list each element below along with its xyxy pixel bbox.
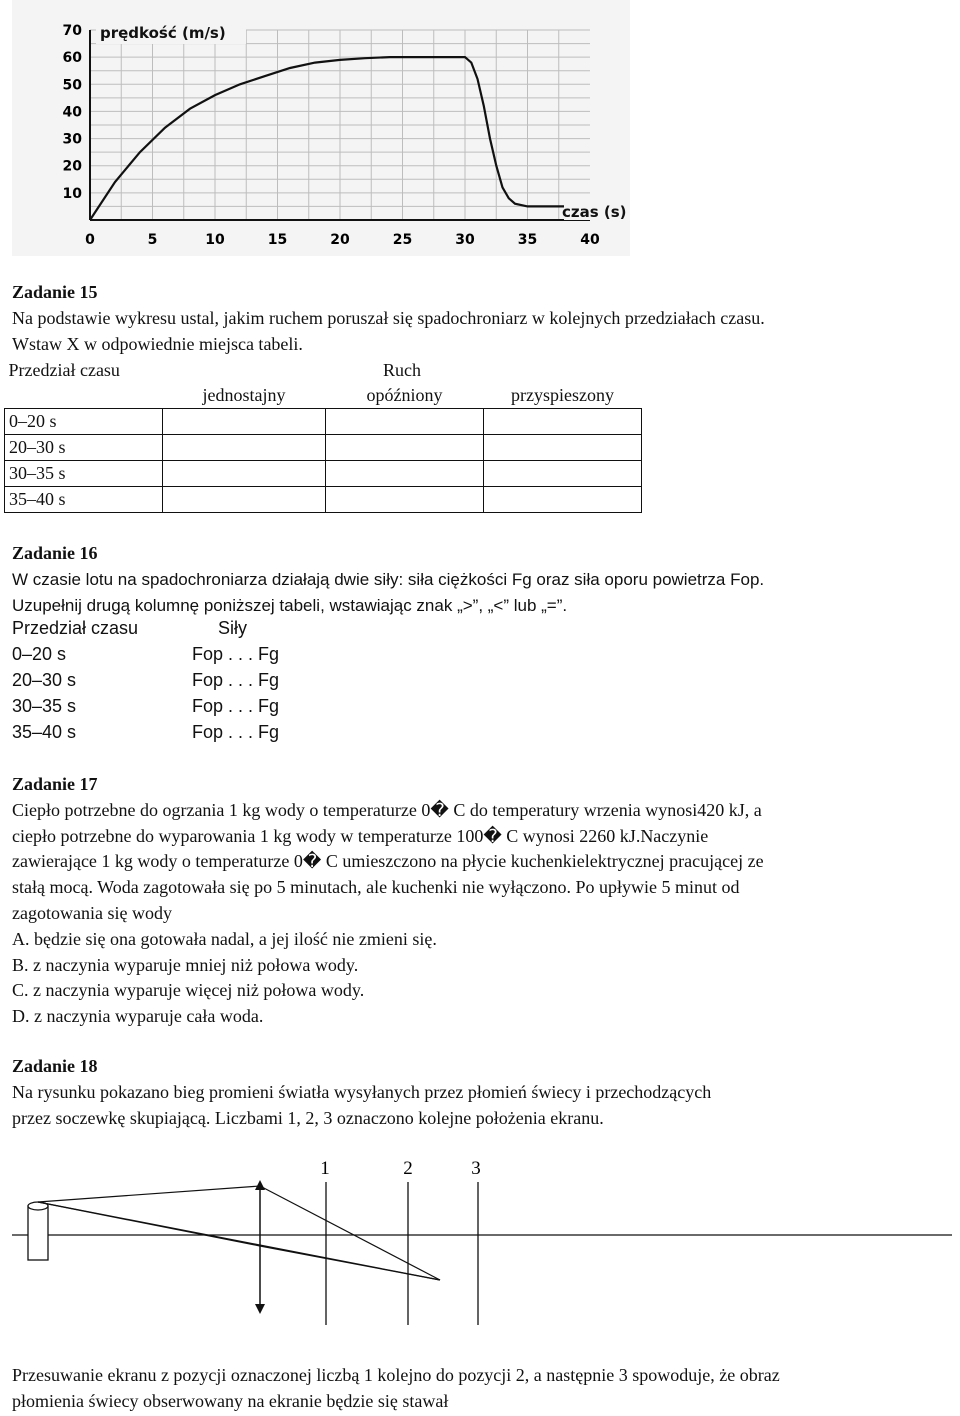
table-row bbox=[5, 435, 642, 461]
col-interval-header: Przedział czasu bbox=[8, 360, 120, 380]
task-17-line2: ciepło potrzebne do wyparowania 1 kg wody w temperaturze 100� C wynosi 2260 kJ.Naczynie bbox=[12, 825, 709, 846]
type-jednostajny: jednostajny bbox=[202, 385, 286, 405]
task-17-text bbox=[12, 772, 952, 1030]
option-a[interactable]: A. będzie się ona gotowała nadal, a jej ilość nie zmieni się. bbox=[12, 928, 437, 949]
table-subheader-row bbox=[5, 383, 642, 409]
task-17-line5: zagotowania się wody bbox=[12, 902, 172, 923]
list-item bbox=[12, 644, 280, 665]
row-forces[interactable]: Fop . . . Fg bbox=[192, 644, 280, 664]
row-interval: 20–30 s bbox=[5, 435, 163, 461]
y-axis-label: prędkość (m/s) bbox=[100, 24, 226, 42]
task-17-title: Zadanie 17 bbox=[12, 774, 98, 794]
screen-position-2: 2 bbox=[403, 1158, 413, 1179]
answer-cell[interactable] bbox=[163, 435, 326, 461]
x-axis-label: czas (s) bbox=[562, 203, 627, 221]
answer-cell[interactable] bbox=[326, 435, 484, 461]
task-15-text bbox=[12, 280, 952, 357]
answer-cell[interactable] bbox=[484, 409, 642, 435]
option-b[interactable]: B. z naczynia wyparuje mniej niż połowa wody. bbox=[12, 954, 359, 975]
y-tick-label: 30 bbox=[62, 131, 82, 148]
task-16-line1: W czasie lotu na spadochroniarza działają dwie siły: siła ciężkości Fg oraz siła oporu powietrza Fop. bbox=[12, 569, 765, 589]
row-interval: 30–35 s bbox=[5, 461, 163, 487]
task-17-line4: stałą mocą. Woda zagotowała się po 5 minutach, ale kuchenki nie wyłączono. Po upływie 5 minut od bbox=[12, 877, 740, 898]
task-16-title: Zadanie 16 bbox=[12, 543, 98, 563]
screen-position-3: 3 bbox=[471, 1158, 481, 1179]
table-row bbox=[5, 409, 642, 435]
answer-cell[interactable] bbox=[163, 487, 326, 513]
answer-cell[interactable] bbox=[163, 461, 326, 487]
option-d[interactable]: D. z naczynia wyparuje cała woda. bbox=[12, 1006, 264, 1027]
task-18-final bbox=[12, 1363, 960, 1415]
task-15-line2: Wstaw X w odpowiednie miejsca tabeli. bbox=[12, 333, 303, 354]
x-tick-label: 15 bbox=[267, 232, 288, 248]
answer-cell[interactable] bbox=[326, 461, 484, 487]
x-tick-label: 20 bbox=[330, 232, 350, 248]
list-item bbox=[12, 696, 280, 717]
row-interval: 0–20 s bbox=[12, 644, 67, 664]
task-17-line1: Ciepło potrzebne do ogrzania 1 kg wody o temperaturze 0� C do temperatury wrzenia wynosi420 kJ, a bbox=[12, 799, 762, 820]
light-rays bbox=[38, 1186, 440, 1280]
row-interval: 35–40 s bbox=[12, 722, 77, 742]
answer-cell[interactable] bbox=[163, 409, 326, 435]
row-interval: 35–40 s bbox=[5, 487, 163, 513]
task-15-line1: Na podstawie wykresu ustal, jakim ruchem poruszał się spadochroniarz w kolejnych przedziałach czasu. bbox=[12, 307, 765, 328]
x-tick-label: 5 bbox=[147, 232, 158, 248]
y-tick-label: 70 bbox=[62, 23, 82, 39]
row-interval: 20–30 s bbox=[12, 670, 77, 690]
row-forces[interactable]: Fop . . . Fg bbox=[192, 670, 280, 690]
table-row bbox=[5, 487, 642, 513]
x-tick-label: 25 bbox=[392, 232, 413, 248]
task-15-table bbox=[4, 358, 642, 513]
lens-arrow-bottom bbox=[255, 1304, 265, 1314]
candle-icon bbox=[28, 1202, 48, 1260]
task-18-final-line1: Przesuwanie ekranu z pozycji oznaczonej liczbą 1 kolejno do pozycji 2, a następnie 3 spowoduje, że obraz bbox=[12, 1365, 780, 1385]
task-16-line2: Uzupełnij drugą kolumnę poniższej tabeli, wstawiając znak „>”, „<” lub „=”. bbox=[12, 595, 568, 615]
y-tick-label: 60 bbox=[62, 50, 82, 67]
x-tick-label: 30 bbox=[455, 232, 475, 248]
answer-cell[interactable] bbox=[326, 487, 484, 513]
task-17-line3: zawierające 1 kg wody o temperaturze 0� C umieszczono na płycie kuchenkielektrycznej pracującej ze bbox=[12, 851, 764, 872]
y-tick-label: 40 bbox=[62, 104, 82, 121]
col-forces-header: Siły bbox=[218, 618, 248, 638]
x-tick-label: 40 bbox=[580, 232, 600, 248]
task-16-header bbox=[12, 618, 248, 639]
task-18-line2: przez soczewkę skupiającą. Liczbami 1, 2, 3 oznaczono kolejne położenia ekranu. bbox=[12, 1107, 604, 1128]
option-c[interactable]: C. z naczynia wyparuje więcej niż połowa wody. bbox=[12, 980, 365, 1001]
row-interval: 30–35 s bbox=[12, 696, 77, 716]
row-forces[interactable]: Fop . . . Fg bbox=[192, 722, 280, 742]
x-tick-label: 0 bbox=[85, 232, 95, 248]
answer-cell[interactable] bbox=[326, 409, 484, 435]
task-16-text bbox=[12, 541, 952, 618]
task-18-line1: Na rysunku pokazano bieg promieni światła wysyłanych przez płomień świecy i przechodzących bbox=[12, 1081, 712, 1102]
list-item bbox=[12, 670, 280, 691]
row-forces[interactable]: Fop . . . Fg bbox=[192, 696, 280, 716]
chart-grid bbox=[90, 30, 590, 220]
row-interval: 0–20 s bbox=[5, 409, 163, 435]
task-18-title: Zadanie 18 bbox=[12, 1056, 98, 1076]
x-tick-label: 35 bbox=[517, 232, 538, 248]
col-ruch-header: Ruch bbox=[383, 360, 421, 380]
answer-cell[interactable] bbox=[484, 435, 642, 461]
task-15-title: Zadanie 15 bbox=[12, 282, 98, 302]
answer-cell[interactable] bbox=[484, 487, 642, 513]
lens-ray-diagram bbox=[0, 1150, 960, 1340]
type-przyspieszony: przyspieszony bbox=[511, 385, 614, 405]
list-item bbox=[12, 722, 280, 743]
col-interval-header: Przedział czasu bbox=[12, 618, 139, 638]
y-tick-label: 50 bbox=[62, 77, 82, 94]
table-header-row bbox=[5, 358, 642, 383]
task-18-text bbox=[12, 1054, 952, 1131]
table-row bbox=[5, 461, 642, 487]
velocity-chart-svg bbox=[12, 0, 630, 256]
velocity-chart bbox=[12, 0, 630, 256]
type-opozniony: opóźniony bbox=[366, 385, 443, 405]
y-tick-label: 10 bbox=[62, 185, 82, 202]
y-tick-label: 20 bbox=[62, 158, 82, 175]
answer-cell[interactable] bbox=[484, 461, 642, 487]
x-tick-label: 10 bbox=[205, 232, 225, 248]
task-18-final-line2: płomienia świecy obserwowany na ekranie będzie się stawał bbox=[12, 1390, 449, 1411]
screen-position-1: 1 bbox=[320, 1158, 330, 1179]
